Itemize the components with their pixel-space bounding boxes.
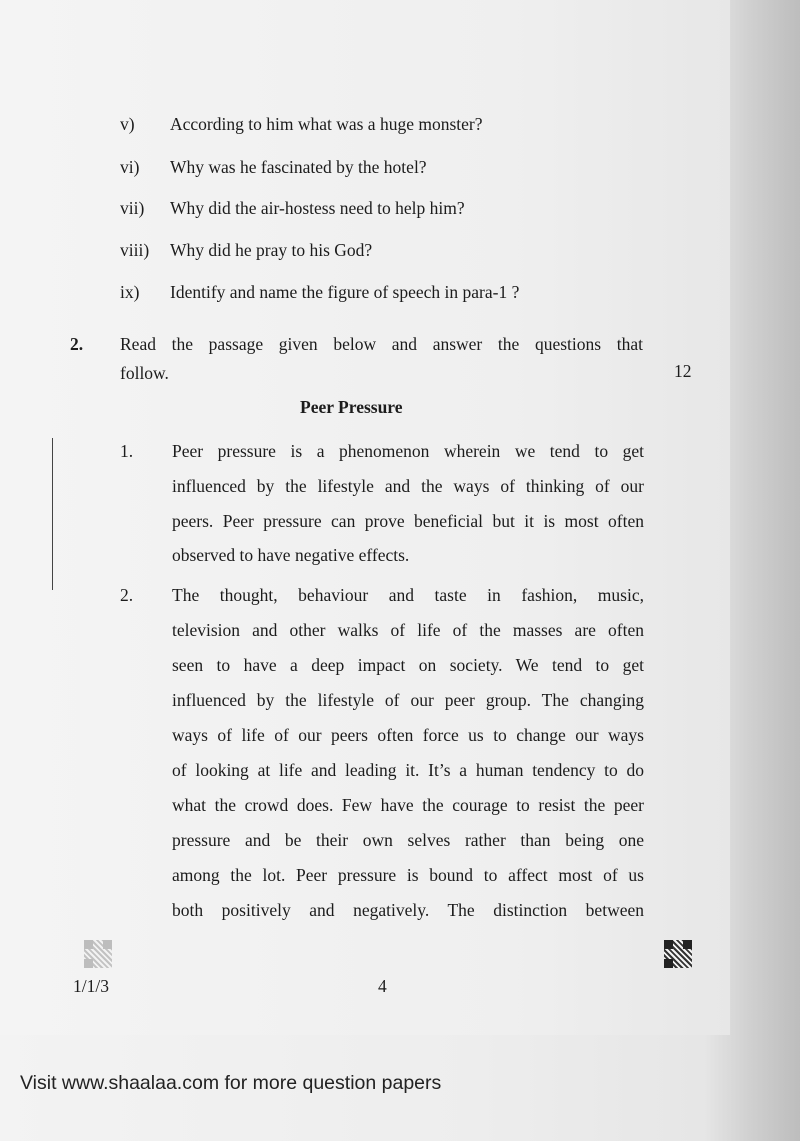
- subquestion-text: According to him what was a huge monster?: [170, 114, 483, 134]
- paper-code: 1/1/3: [73, 976, 109, 996]
- passage-line: what the crowd does. Few have the courage to resist the peer: [172, 795, 644, 815]
- subquestion-number: viii): [120, 240, 150, 260]
- paragraph-number: 1.: [120, 441, 134, 461]
- passage-line: among the lot. Peer pressure is bound to affect most of us: [172, 865, 644, 885]
- paragraph-number: 2.: [120, 585, 134, 605]
- passage-line: The thought, behaviour and taste in fashion, music,: [172, 585, 644, 605]
- subquestion-text: Why did the air-hostess need to help him?: [170, 198, 465, 218]
- passage-line: influenced by the lifestyle and the ways of thinking of our: [172, 476, 644, 496]
- subquestion-number: vii): [120, 198, 145, 218]
- subquestion-text: Why was he fascinated by the hotel?: [170, 157, 427, 177]
- question-text-line: follow.: [120, 363, 169, 383]
- subquestion-text: Why did he pray to his God?: [170, 240, 373, 260]
- passage-line: of looking at life and leading it. It’s a human tendency to do: [172, 760, 644, 780]
- passage-line: ways of life of our peers often force us to change our ways: [172, 725, 644, 745]
- question-text-line: Read the passage given below and answer the questions that: [120, 334, 643, 354]
- qr-code-faint: [84, 940, 112, 968]
- passage-line: both positively and negatively. The distinction between: [172, 900, 644, 920]
- margin-mark: [52, 438, 53, 590]
- question-number: 2.: [70, 334, 84, 354]
- passage-title: Peer Pressure: [300, 397, 403, 417]
- marks: 12: [674, 361, 692, 381]
- passage-line: pressure and be their own selves rather than being one: [172, 830, 644, 850]
- passage-line: television and other walks of life of the masses are often: [172, 620, 644, 640]
- subquestion-number: vi): [120, 157, 140, 177]
- subquestion-number: ix): [120, 282, 140, 302]
- passage-line: observed to have negative effects.: [172, 545, 410, 565]
- passage-line: peers. Peer pressure can prove beneficial but it is most often: [172, 511, 644, 531]
- qr-code: [664, 940, 692, 968]
- page-number: 4: [378, 976, 387, 996]
- subquestion-number: v): [120, 114, 135, 134]
- passage-line: seen to have a deep impact on society. We tend to get: [172, 655, 644, 675]
- passage-line: Peer pressure is a phenomenon wherein we tend to get: [172, 441, 644, 461]
- subquestion-text: Identify and name the figure of speech in para-1 ?: [170, 282, 520, 302]
- passage-line: influenced by the lifestyle of our peer group. The changing: [172, 690, 644, 710]
- shaalaa-link[interactable]: Visit www.shaalaa.com for more question papers: [20, 1072, 442, 1094]
